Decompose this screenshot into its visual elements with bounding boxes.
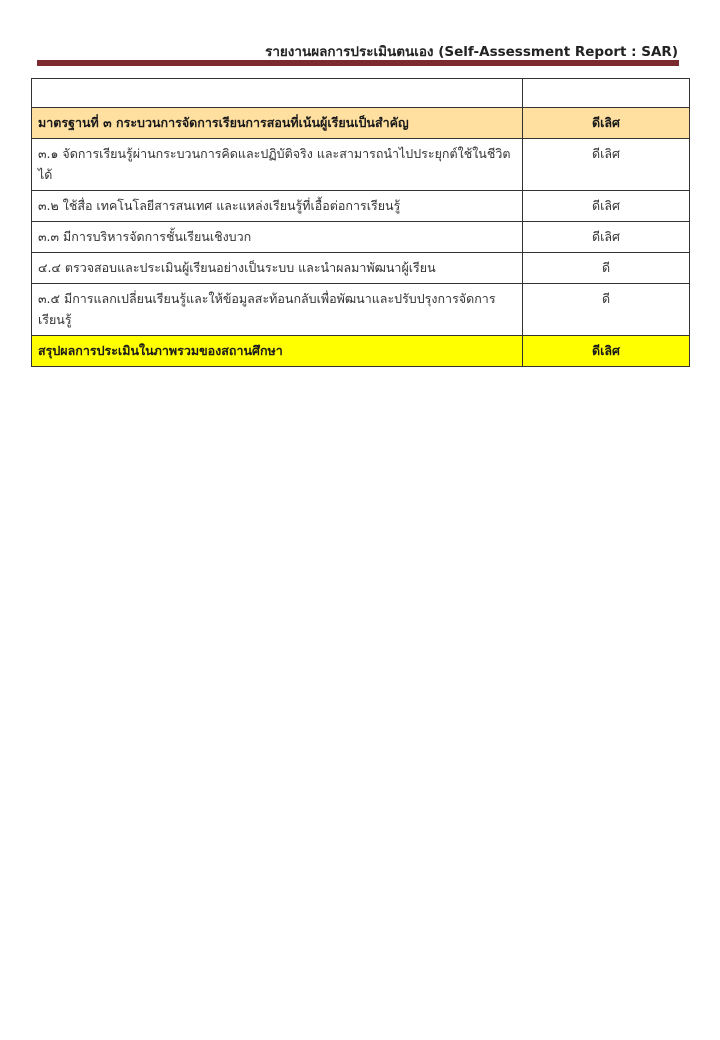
summary-result: ดีเลิศ xyxy=(523,336,690,367)
blank-cell xyxy=(32,79,523,108)
standard-label: มาตรฐานที่ ๓ กระบวนการจัดการเรียนการสอนที่เน้นผู้เรียนเป็นสำคัญ xyxy=(32,108,523,139)
table-row xyxy=(32,191,690,222)
summary-label: สรุปผลการประเมินในภาพรวมของสถานศึกษา xyxy=(32,336,523,367)
standard-row xyxy=(32,108,690,139)
assessment-table xyxy=(31,78,690,367)
item-label: ๓.๕ มีการแลกเปลี่ยนเรียนรู้และให้ข้อมูลสะท้อนกลับเพื่อพัฒนาและปรับปรุงการจัดการเรียนรู้ xyxy=(32,284,523,336)
item-result: ดีเลิศ xyxy=(523,222,690,253)
table-row xyxy=(32,253,690,284)
table-row xyxy=(32,284,690,336)
table-row xyxy=(32,139,690,191)
item-label: ๔.๔ ตรวจสอบและประเมินผู้เรียนอย่างเป็นระบบ และนำผลมาพัฒนาผู้เรียน xyxy=(32,253,523,284)
item-result: ดีเลิศ xyxy=(523,191,690,222)
item-result: ดีเลิศ xyxy=(523,139,690,191)
report-title: รายงานผลการประเมินตนเอง (Self-Assessment Report : SAR) xyxy=(265,44,678,60)
table-blank-row xyxy=(32,79,690,108)
standard-result: ดีเลิศ xyxy=(523,108,690,139)
item-label: ๓.๓ มีการบริหารจัดการชั้นเรียนเชิงบวก xyxy=(32,222,523,253)
header-divider xyxy=(37,60,679,66)
table-row xyxy=(32,222,690,253)
item-label: ๓.๒ ใช้สื่อ เทคโนโลยีสารสนเทศ และแหล่งเรียนรู้ที่เอื้อต่อการเรียนรู้ xyxy=(32,191,523,222)
item-result: ดี xyxy=(523,253,690,284)
summary-row xyxy=(32,336,690,367)
item-label: ๓.๑ จัดการเรียนรู้ผ่านกระบวนการคิดและปฏิบัติจริง และสามารถนำไปประยุกต์ใช้ในชีวิตได้ xyxy=(32,139,523,191)
item-result: ดี xyxy=(523,284,690,336)
blank-cell xyxy=(523,79,690,108)
